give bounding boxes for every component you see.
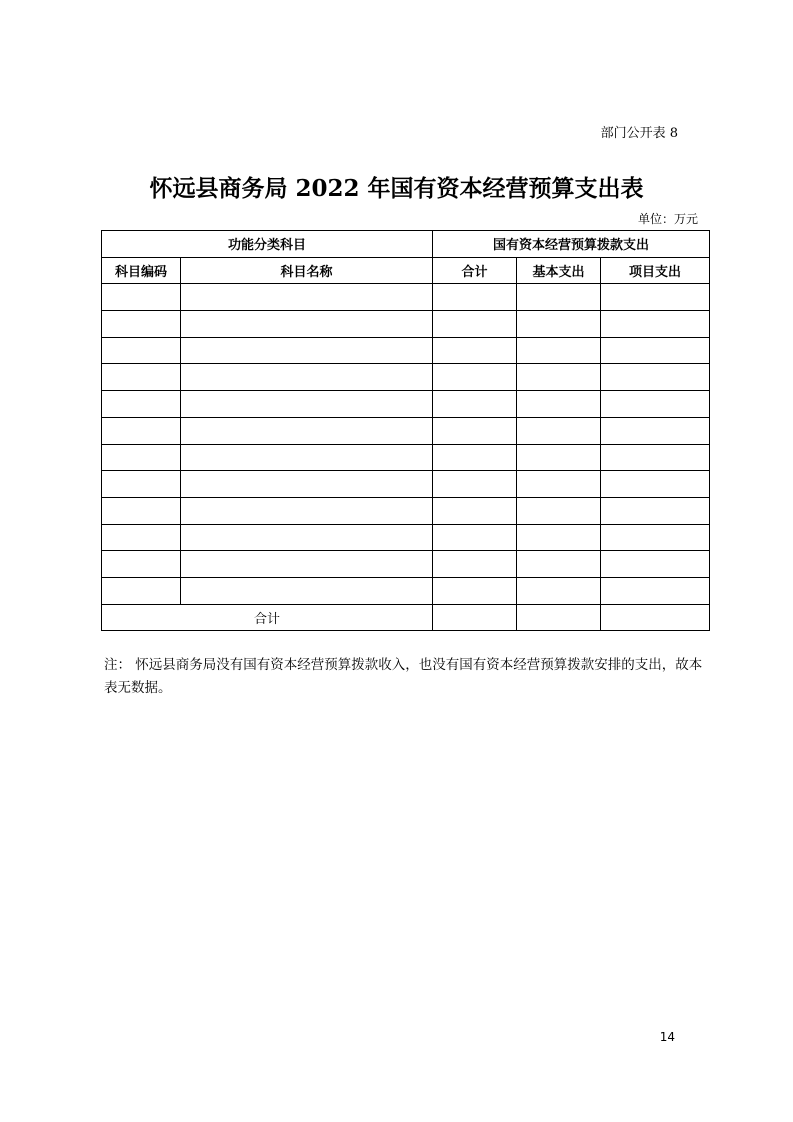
code-cell (102, 417, 181, 444)
project-cell (601, 524, 710, 551)
name-cell (181, 311, 433, 338)
project-cell (601, 284, 710, 311)
total-cell (433, 471, 517, 498)
project-cell (601, 471, 710, 498)
project-cell (601, 391, 710, 418)
name-cell (181, 364, 433, 391)
name-cell (181, 551, 433, 578)
table-row (102, 284, 710, 311)
total-cell (433, 417, 517, 444)
basic-cell (517, 471, 601, 498)
basic-cell (517, 524, 601, 551)
total-cell (433, 444, 517, 471)
header-state-capital-expenditure: 国有资本经营预算拨款支出 (433, 231, 710, 258)
total-cell (433, 497, 517, 524)
project-cell (601, 497, 710, 524)
total-cell (433, 337, 517, 364)
code-cell (102, 471, 181, 498)
basic-cell (517, 444, 601, 471)
total-row-total-cell (433, 604, 517, 631)
column-header-code: 科目编码 (102, 257, 181, 284)
table-row (102, 364, 710, 391)
total-cell (433, 364, 517, 391)
total-cell (433, 284, 517, 311)
project-cell (601, 337, 710, 364)
name-cell (181, 391, 433, 418)
total-cell (433, 311, 517, 338)
total-row-basic-cell (517, 604, 601, 631)
basic-cell (517, 364, 601, 391)
total-cell (433, 577, 517, 604)
code-cell (102, 337, 181, 364)
basic-cell (517, 311, 601, 338)
name-cell (181, 471, 433, 498)
table-row (102, 471, 710, 498)
basic-cell (517, 337, 601, 364)
name-cell (181, 577, 433, 604)
code-cell (102, 311, 181, 338)
total-cell (433, 524, 517, 551)
page-title: 怀远县商务局 2022 年国有资本经营预算支出表 (149, 175, 644, 202)
code-cell (102, 391, 181, 418)
table-row (102, 311, 710, 338)
footnote: 注： 怀远县商务局没有国有资本经营预算拨款收入，也没有国有资本经营预算拨款安排的支出，故本表无数据。 (104, 657, 703, 696)
page-number: 14 (659, 1030, 675, 1044)
unit-label: 单位：万元 (637, 212, 698, 226)
code-cell (102, 551, 181, 578)
basic-cell (517, 551, 601, 578)
header-group-row (102, 231, 710, 258)
table-row (102, 391, 710, 418)
name-cell (181, 417, 433, 444)
code-cell (102, 577, 181, 604)
basic-cell (517, 497, 601, 524)
basic-cell (517, 417, 601, 444)
column-header-total: 合计 (433, 257, 517, 284)
project-cell (601, 551, 710, 578)
document-label: 部门公开表 8 (600, 126, 678, 141)
table-row (102, 417, 710, 444)
code-cell (102, 524, 181, 551)
total-row (102, 604, 710, 631)
name-cell (181, 284, 433, 311)
name-cell (181, 524, 433, 551)
total-row-project-cell (601, 604, 710, 631)
column-header-basic: 基本支出 (517, 257, 601, 284)
project-cell (601, 444, 710, 471)
basic-cell (517, 284, 601, 311)
name-cell (181, 337, 433, 364)
column-header-name: 科目名称 (181, 257, 433, 284)
table-row (102, 497, 710, 524)
table-row (102, 524, 710, 551)
name-cell (181, 444, 433, 471)
table-row (102, 337, 710, 364)
table-row (102, 551, 710, 578)
project-cell (601, 417, 710, 444)
table-row (102, 577, 710, 604)
basic-cell (517, 577, 601, 604)
table-body (102, 284, 710, 604)
total-row-label: 合计 (102, 604, 433, 631)
table-row (102, 444, 710, 471)
code-cell (102, 497, 181, 524)
total-cell (433, 551, 517, 578)
project-cell (601, 577, 710, 604)
column-header-project: 项目支出 (601, 257, 710, 284)
project-cell (601, 364, 710, 391)
total-cell (433, 391, 517, 418)
code-cell (102, 284, 181, 311)
budget-table (101, 230, 710, 631)
header-functional-classification: 功能分类科目 (102, 231, 433, 258)
header-column-row (102, 257, 710, 284)
name-cell (181, 497, 433, 524)
code-cell (102, 444, 181, 471)
code-cell (102, 364, 181, 391)
project-cell (601, 311, 710, 338)
basic-cell (517, 391, 601, 418)
